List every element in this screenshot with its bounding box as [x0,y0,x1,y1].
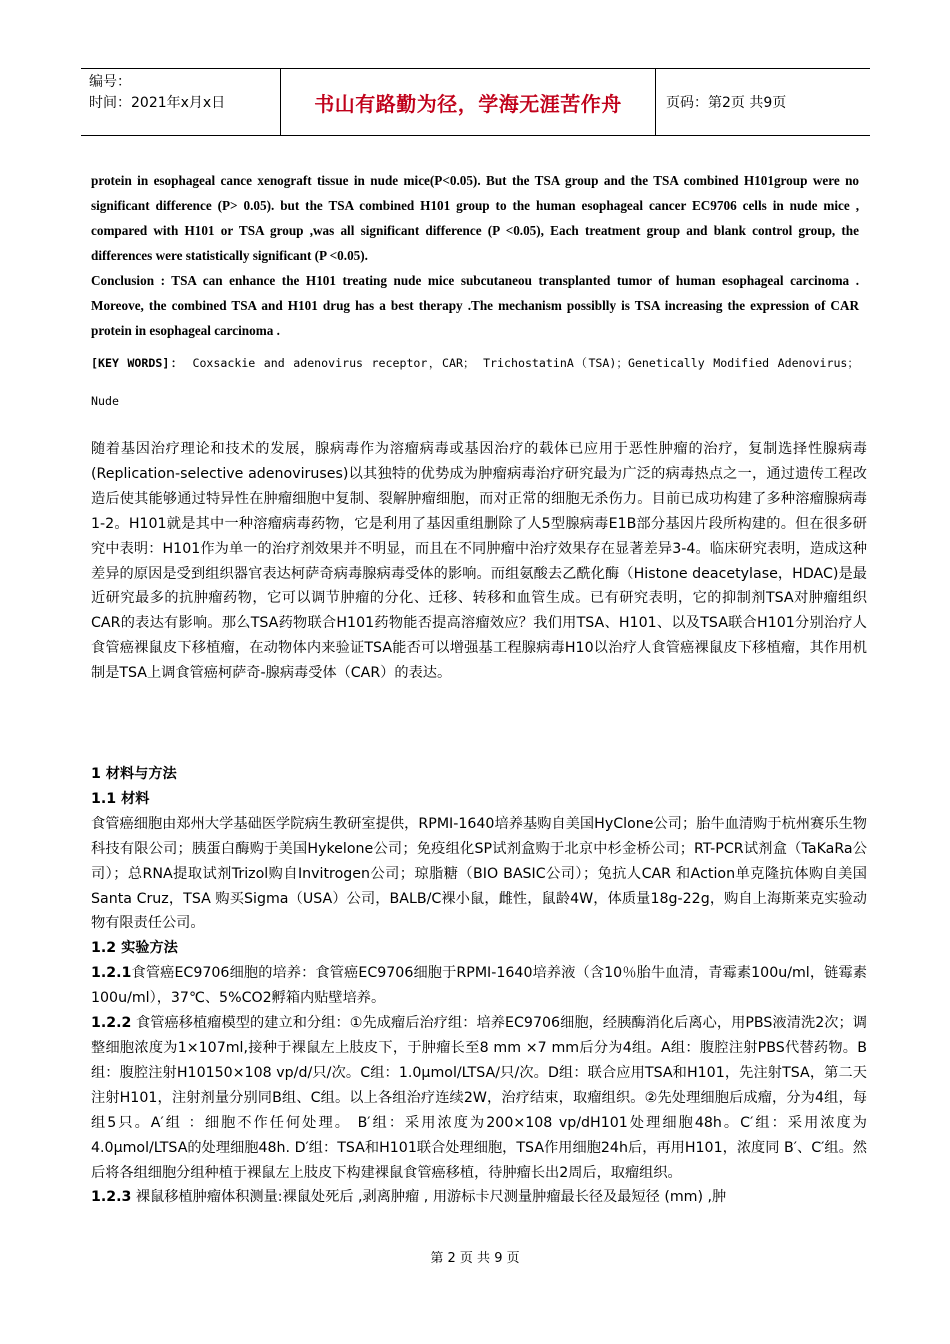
section-heading-1-2: 1.2 实验方法 [91,940,178,957]
method-1-2-2 [91,1011,867,1185]
introduction-paragraph: 随着基因治疗理论和技术的发展，腺病毒作为溶瘤病毒或基因治疗的载体已应用于恶性肿瘤的治疗，复制选择性腺病毒(Replication-selective adenoviruses)以其独特的优势成为肿瘤病毒治疗研究最为广泛的病毒热点之一，通过遗传工程改造后使其能够通过特异性在肿瘤细胞中复制、裂解肿瘤细胞，而对正常的细胞无杀伤力。目前已成功构建了多种溶瘤腺病毒1-2。H101就是其中一种溶瘤病毒药物，它是利用了基因重组删除了人5型腺病毒E1B部分基因片段所构建的。但在很多研究中表明：H101作为单一的治疗剂效果并不明显，而且在不同肿瘤中治疗效果存在显著差异3-4。临床研究表明，造成这种差异的原因是受到组织器官表达柯萨奇病毒腺病毒受体的影响。而组氨酸去乙酰化酶（Histone deacetylase，HDAC)是最近研究最多的抗肿瘤药物，它可以调节肿瘤的分化、迁移、转移和血管生成。已有研究表明，它的抑制剂TSA对肿瘤组织CAR的表达有影响。那么TSA药物联合H101药物能否提高溶瘤效应？我们用TSA、H101、以及TSA联合H101分别治疗人食管癌裸鼠皮下移植瘤，在动物体内来验证TSA能否可以增强基工程腺病毒H10以治疗人食管癌裸鼠皮下移植瘤，其作用机制是TSA上调食管癌柯萨奇-腺病毒受体（CAR）的表达。 [91,441,867,682]
method-1-2-2-number: 1.2.2 [91,1015,132,1032]
keywords-block [91,344,859,420]
document-time-label: 时间：2021年x月x日 [89,95,226,111]
introduction [91,437,867,686]
header-page-number: 页码：第2页 共9页 [666,95,787,111]
materials-paragraph: 食管癌细胞由郑州大学基础医学院病生教研室提供，RPMI-1640培养基购自美国HyClone公司；胎牛血清购于杭州赛乐生物科技有限公司；胰蛋白酶购于美国Hykelone公司；免疫组化SP试剂盒购于北京中杉金桥公司；RT-PCR试剂盒（TaKaRa公司）；总RNA提取试剂Trizol购自Invitrogen公司；琼脂糖（BIO BASIC公司）；兔抗人CAR 和Action单克隆抗体购自美国Santa Cruz，TSA 购买Sigma（USA）公司，BALB/C裸小鼠，雌性，鼠龄4W，体质量18g-22g，购自上海斯莱克实验动物有限责任公司。 [91,815,867,932]
english-abstract [91,168,859,343]
keywords-label: [KEY WORDS]： [91,356,184,370]
section-heading-1-1: 1.1 材料 [91,790,150,807]
document-number-label: 编号： [89,74,131,90]
methods-section [91,762,867,1210]
method-1-2-3-text: 裸鼠移植肿瘤体积测量:裸鼠处死后 ,剥离肿瘤 , 用游标卡尺测量肿瘤最长径及最短径 (mm) ,肿 [135,1189,727,1206]
keywords-text: Coxsackie and adenovirus receptor，CAR； TrichostatinA（TSA)；Genetically Modified Adenovirus；Nude [91,356,859,408]
method-1-2-3 [91,1185,867,1210]
page-header [81,68,870,136]
method-1-2-1 [91,961,867,1011]
method-1-2-3-number: 1.2.3 [91,1189,132,1206]
method-1-2-2-text: 食管癌移植瘤模型的建立和分组：①先成瘤后治疗组：培养EC9706细胞，经胰酶消化后离心，用PBS液清洗2次；调整细胞浓度为1×107ml,接种于裸鼠左上肢皮下，于肿瘤长至8 mm ×7 mm后分为4组。A组：腹腔注射PBS代替药物。B组：腹腔注射H10150×108 vp/d/只/次。C组：1.0μmol/LTSA/只/次。D组：联合应用TSA和H101，先注射TSA，第二天注射H101，注射剂量分别同B组、C组。以上各组治疗连续2W，治疗结束，取瘤组织。②先处理细胞后成瘤，分为4组，每组5只。A′组 ：细胞不作任何处理。 B′组：采用浓度为200×108 vp/dH101处理细胞48h。C′组：采用浓度为4.0μmol/LTSA的处理细胞48h. D′组：TSA和H101联合处理细胞，TSA作用细胞24h后，再用H101，浓度同 B′、C′组。然后将各组细胞分组种植于裸鼠左上肢皮下构建裸鼠食管癌移植，待肿瘤长出2周后，取瘤组织。 [91,1015,867,1181]
header-info-cell [81,69,281,135]
section-heading-1: 1 材料与方法 [91,766,177,782]
abstract-conclusion-paragraph: Conclusion : TSA can enhance the H101 treating nude mice subcutaneou transplanted tumor of human esophageal carcinoma . Moreove, the combined TSA and H101 drug has a best therapy .The mechanism possiblly is TSA increasing the expression of CAR protein in esophageal carcinoma . [91,273,859,338]
header-motto: 书山有路勤为径，学海无涯苦作舟 [281,69,656,135]
method-1-2-1-number: 1.2.1 [91,965,132,982]
method-1-2-1-text: 食管癌EC9706细胞的培养：食管癌EC9706细胞于RPMI-1640培养液（含10％胎牛血清，青霉素100u/ml，链霉素100u/ml），37℃、5%CO2孵箱内贴壁培养。 [91,965,867,1007]
abstract-results-paragraph: protein in esophageal cance xenograft tissue in nude mice(P<0.05). But the TSA group and the TSA combined H101group were no significant difference (P> 0.05). but the TSA combined H101 group to the human esophageal cancer EC9706 cells in nude mice , compared with H101 or TSA group ,was all significant difference (P <0.05), Each treatment group and blank control group, the differences were statistically significant (P <0.05). [91,173,859,263]
page-footer: 第 2 页 共 9 页 [430,1251,520,1266]
